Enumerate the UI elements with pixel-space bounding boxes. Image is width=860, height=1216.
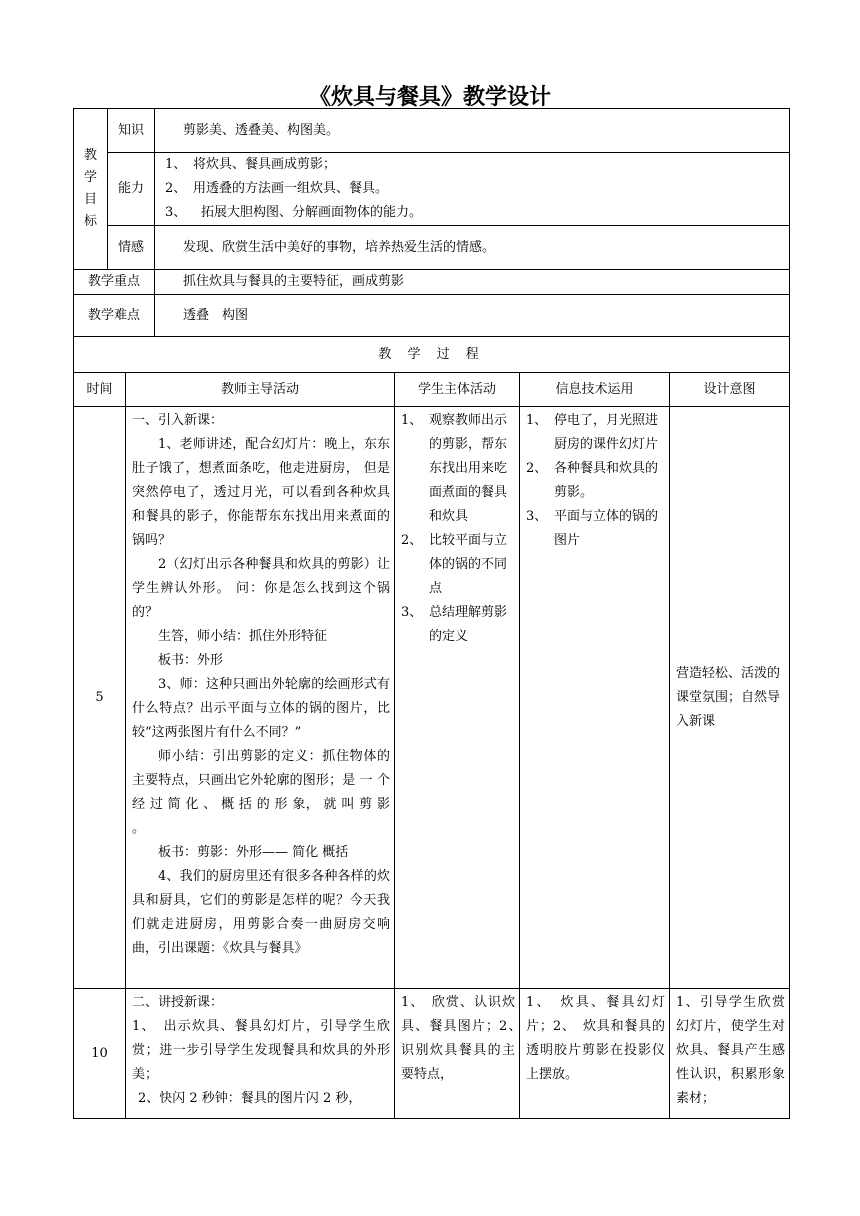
time-cell: 10: [74, 989, 126, 1119]
col-header-teacher: 教师主导活动: [126, 373, 395, 407]
list-item: 3、 平面与立体的锅的图片: [526, 509, 659, 548]
page-title: 《炊具与餐具》教学设计: [308, 85, 551, 110]
key-point-label: 教学重点: [74, 270, 155, 295]
teacher-activity: 二、讲授新课： 1、 出示炊具、餐具幻灯片，引导学生欣赏；进一步引导学生发现餐具和炊具的外形美； 2、快闪 2 秒钟：餐具的图片闪 2 秒，: [126, 989, 395, 1119]
student-activity: [395, 407, 520, 989]
knowledge-text: 剪影美、透叠美、构图美。: [155, 109, 790, 153]
list-item: 2、 用透叠的方法画一组炊具、餐具。: [165, 181, 389, 196]
design-intent: 营造轻松、活泼的课堂氛围；自然导入新课: [670, 407, 790, 989]
list-item: 3、 总结理解剪影的定义: [401, 605, 508, 644]
list-item: 1、 观察教师出示的剪影，帮东东找出用来吃面煮面的餐具和炊具: [401, 413, 508, 524]
table-row: [74, 989, 790, 1119]
col-header-intent: 设计意图: [670, 373, 790, 407]
ability-label: 能力: [108, 153, 155, 226]
key-point-row: [74, 270, 790, 295]
list-item: 1、 停电了，月光照进厨房的课件幻灯片: [526, 413, 659, 452]
list-item: 2、 各种餐具和炊具的剪影。: [526, 461, 659, 500]
emotion-label: 情感: [108, 226, 155, 270]
list-item: 3、 拓展大胆构图、分解画面物体的能力。: [165, 205, 423, 220]
goal-emotion-row: [74, 226, 790, 270]
table-row: [74, 407, 790, 989]
col-header-student: 学生主体活动: [395, 373, 520, 407]
process-header-row: [74, 337, 790, 373]
time-cell: 5: [74, 407, 126, 989]
list-item: 1、 将炊具、餐具画成剪影；: [165, 157, 337, 172]
difficulty-label: 教学难点: [74, 295, 155, 337]
tech-usage: [520, 407, 670, 989]
difficulty-row: [74, 295, 790, 337]
col-header-time: 时间: [74, 373, 126, 407]
tech-usage: 1、 炊具、餐具幻灯片；2、 炊具和餐具的透明胶片剪影在投影仪上摆放。: [520, 989, 670, 1119]
process-header: 教 学 过 程: [74, 337, 790, 373]
emotion-text: 发现、欣赏生活中美好的事物，培养热爱生活的情感。: [155, 226, 790, 270]
col-header-tech: 信息技术运用: [520, 373, 670, 407]
goal-ability-row: [74, 153, 790, 226]
column-header-row: [74, 373, 790, 407]
teacher-activity: 一、引入新课： 1、老师讲述，配合幻灯片：晚上，东东肚子饿了，想煮面条吃，他走进厨房， 但是突然停电了，透过月光，可以看到各种炊具和餐具的影子，你能帮东东找出用来煮面的锅吗？ 2（幻灯出示各种餐具和炊具的剪影）让学生辨认外形。 问：你是怎么找到这个锅的？ 生答，师小结：抓住外形特征 板书：外形 3、师：这种只画出外轮廓的绘画形式有什么特点？出示平面与立体的锅的图片，比较“这两张图片有什么不同？” 师小结：引出剪影的定义：抓住物体的主要特点，只画出它外轮廓的图形；是 一 个 经 过 简 化 、 概 括 的 形 象， 就 叫 剪 影 。 板书：剪影：外形—— 简化 概括 4、我们的厨房里还有很多各种各样的炊具和厨具，它们的剪影是怎样的呢？今天我们就走进厨房，用剪影合奏一曲厨房交响曲，引出课题：《炊具与餐具》: [126, 407, 395, 989]
difficulty-text: 透叠 构图: [155, 295, 790, 337]
lesson-plan-table: [73, 108, 790, 1119]
key-point-text: 抓住炊具与餐具的主要特征，画成剪影: [155, 270, 790, 295]
ability-list: [155, 153, 790, 226]
goal-knowledge-row: [74, 109, 790, 153]
list-item: 2、 比较平面与立体的锅的不同点: [401, 533, 508, 596]
student-activity: 1、 欣赏、认识炊具、餐具图片；2、 识别炊具餐具的主要特点，: [395, 989, 520, 1119]
goals-label: 教 学 目 标: [74, 109, 108, 270]
design-intent: 1、引导学生欣赏幻灯片，使学生对炊具、餐具产生感性认识，积累形象素材；: [670, 989, 790, 1119]
knowledge-label: 知识: [108, 109, 155, 153]
